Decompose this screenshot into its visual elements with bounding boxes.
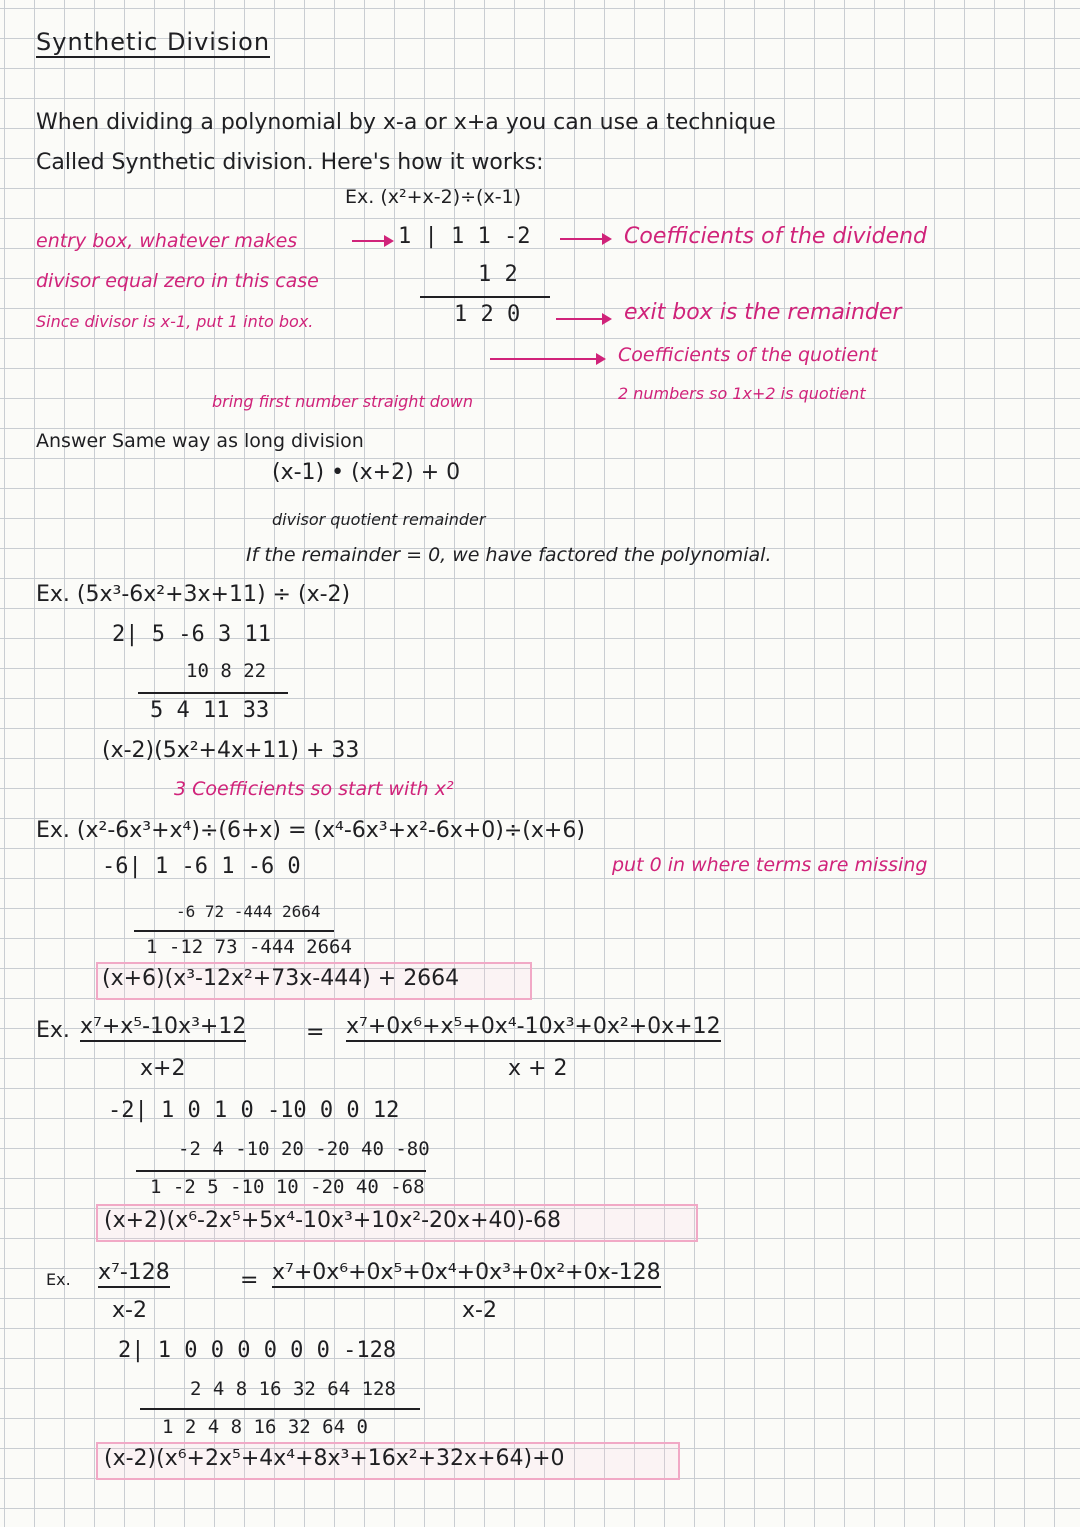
ex5-numerator-left: x⁷-128 [98, 1262, 170, 1288]
page-title: Synthetic Division [36, 28, 271, 56]
ex1-label: Ex. (x²+x-2)÷(x-1) [345, 186, 522, 208]
ex5-row-2: 2 4 8 16 32 64 128 [190, 1378, 396, 1400]
quotient-arrow [490, 358, 604, 360]
ex3-sum-line [134, 930, 334, 932]
ex2-answer: (x-2)(5x²+4x+11) + 33 [102, 738, 360, 763]
exit-arrow [556, 318, 610, 320]
ex1-factor-note: If the remainder = 0, we have factored the polynomial. [246, 544, 772, 566]
intro-line-1: When dividing a polynomial by x-a or x+a you can use a technique [36, 110, 776, 135]
ex5-row-3: 1 2 4 8 16 32 64 0 [162, 1416, 368, 1438]
ex5-equals: = [240, 1268, 259, 1293]
ex3-row-1: -6| 1 -6 1 -6 0 [102, 854, 301, 879]
coef-arrow [560, 238, 610, 240]
ex4-row-3: 1 -2 5 -10 10 -20 40 -68 [150, 1176, 425, 1198]
ex1-row-3: 1 2 0 [454, 302, 521, 327]
ex1-row-1: 1 | 1 1 -2 [398, 224, 531, 249]
ex1-answer-label: Answer Same way as long division [36, 430, 364, 452]
ex1-entry-note-2: divisor equal zero in this case [36, 270, 319, 292]
ex2-row-3: 5 4 11 33 [150, 698, 270, 723]
ex5-denominator-left: x-2 [112, 1298, 147, 1323]
ex4-sum-line [136, 1170, 426, 1172]
ex3-note: put 0 in where terms are missing [612, 854, 928, 876]
ex2-row-2: 10 8 22 [186, 660, 267, 682]
entry-arrow [352, 240, 392, 242]
ex5-sum-line [140, 1408, 420, 1410]
ex3-row-2: -6 72 -444 2664 [176, 902, 321, 921]
ex4-denominator-left: x+2 [140, 1056, 186, 1081]
ex1-sum-line [420, 296, 550, 298]
ex4-equals: = [306, 1020, 325, 1045]
ex5-label: Ex. [46, 1270, 71, 1289]
ex1-quot-note: Coefficients of the quotient [618, 344, 878, 366]
intro-line-2: Called Synthetic division. Here's how it works: [36, 150, 544, 175]
ex5-numerator-right: x⁷+0x⁶+0x⁵+0x⁴+0x³+0x²+0x-128 [272, 1262, 661, 1288]
ex5-row-1: 2| 1 0 0 0 0 0 0 -128 [118, 1338, 397, 1363]
ex3-answer: (x+6)(x³-12x²+73x-444) + 2664 [102, 966, 460, 991]
ex5-denominator-right: x-2 [462, 1298, 497, 1323]
ex1-quot-note-2: 2 numbers so 1x+2 is quotient [618, 384, 866, 403]
ex4-denominator-right: x + 2 [508, 1056, 568, 1081]
ex3-label: Ex. (x²-6x³+x⁴)÷(6+x) = (x⁴-6x³+x²-6x+0)÷(x+6) [36, 818, 585, 843]
ex1-answer: (x-1) • (x+2) + 0 [272, 460, 461, 485]
ex1-exit-note: exit box is the remainder [624, 300, 902, 325]
ex1-answer-labels: divisor quotient remainder [272, 510, 486, 529]
ex2-row-1: 2| 5 -6 3 11 [112, 622, 271, 647]
ex4-numerator-right: x⁷+0x⁶+x⁵+0x⁴-10x³+0x²+0x+12 [346, 1016, 721, 1042]
ex1-row-2: 1 2 [478, 262, 518, 287]
ex4-numerator-left: x⁷+x⁵-10x³+12 [80, 1016, 246, 1042]
ex2-note: 3 Coefficients so start with x² [174, 778, 454, 800]
ex5-answer: (x-2)(x⁶+2x⁵+4x⁴+8x³+16x²+32x+64)+0 [104, 1446, 565, 1471]
ex1-entry-note-1: entry box, whatever makes [36, 230, 298, 252]
ex1-bring-note: bring first number straight down [212, 392, 473, 411]
ex2-sum-line [138, 692, 288, 694]
ex4-label: Ex. [36, 1018, 70, 1043]
ex4-row-1: -2| 1 0 1 0 -10 0 0 12 [108, 1098, 400, 1123]
ex1-entry-note-3: Since divisor is x-1, put 1 into box. [36, 312, 314, 331]
ex4-answer: (x+2)(x⁶-2x⁵+5x⁴-10x³+10x²-20x+40)-68 [104, 1208, 562, 1233]
ex3-row-3: 1 -12 73 -444 2664 [146, 936, 352, 958]
ex4-row-2: -2 4 -10 20 -20 40 -80 [178, 1138, 430, 1160]
ex2-label: Ex. (5x³-6x²+3x+11) ÷ (x-2) [36, 582, 351, 607]
ex1-coef-note: Coefficients of the dividend [624, 224, 928, 249]
